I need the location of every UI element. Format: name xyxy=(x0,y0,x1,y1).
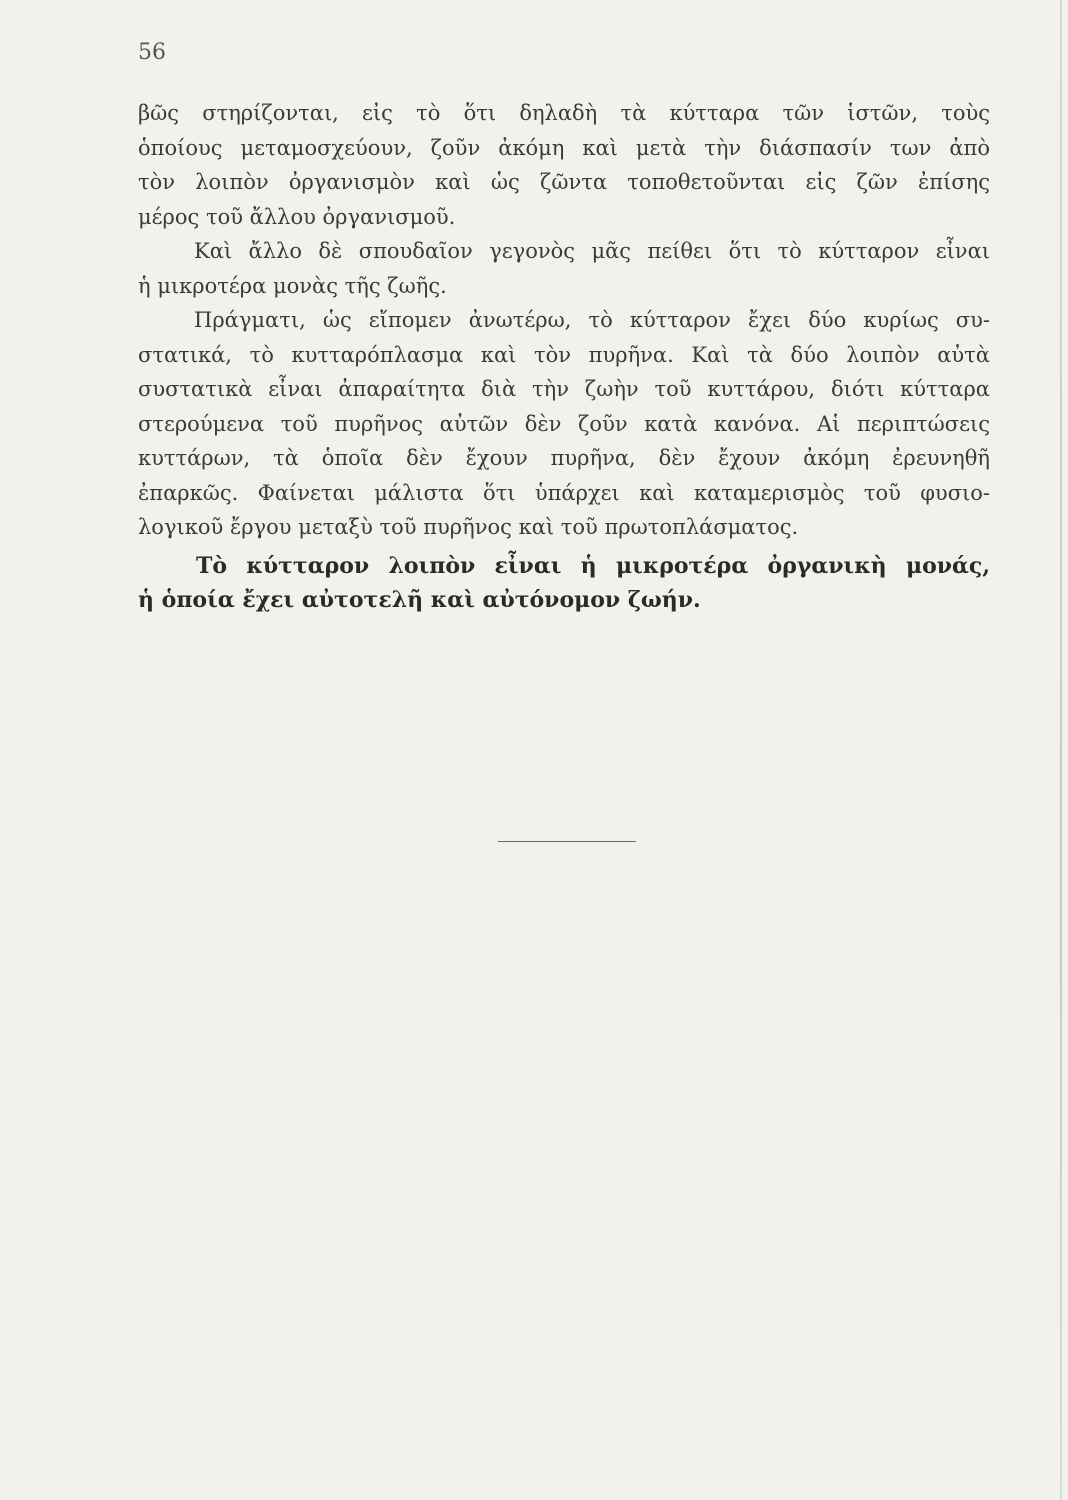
text-line: ὁποίους μεταμοσχεύουν, ζοῦν ἀκόμη καὶ μετὰ τὴν διάσπασίν των ἀπὸ xyxy=(138,135,990,160)
text-line: μέρος τοῦ ἄλλου ὀργανισμοῦ. xyxy=(138,204,456,229)
text-line: κυττάρων, τὰ ὁποῖα δὲν ἔχουν πυρῆνα, δὲν ἔχουν ἀκόμη ἐρευνηθῆ xyxy=(138,446,990,470)
text-line: Πράγματι, ὡς εἴπομεν ἀνωτέρω, τὸ κύτταρον ἔχει δύο κυρίως συ- xyxy=(194,308,990,332)
text-line: στερούμενα τοῦ πυρῆνος αὐτῶν δὲν ζοῦν κατὰ κανόνα. Αἱ περιπτώσεις xyxy=(138,411,990,436)
text-line: συστατικὰ εἶναι ἀπαραίτητα διὰ τὴν ζωὴν τοῦ κυττάρου, διότι κύτταρα xyxy=(138,377,990,401)
section-divider xyxy=(498,841,636,842)
text-line: ἐπαρκῶς. Φαίνεται μάλιστα ὅτι ὑπάρχει καὶ καταμερισμὸς τοῦ φυσιο- xyxy=(138,480,990,505)
conclusion-line: Τὸ κύτταρον λοιπὸν εἶναι ἡ μικροτέρα ὀργανικὴ μονάς, xyxy=(196,552,990,579)
text-line: τὸν λοιπὸν ὀργανισμὸν καὶ ὡς ζῶντα τοποθετοῦνται εἰς ζῶν ἐπίσης xyxy=(138,170,990,194)
page-number: 56 xyxy=(138,40,166,65)
text-line: στατικά, τὸ κυτταρόπλασμα καὶ τὸν πυρῆνα. Καὶ τὰ δύο λοιπὸν αὐτὰ xyxy=(138,342,990,367)
text-line: ἡ μικροτέρα μονὰς τῆς ζωῆς. xyxy=(138,273,447,298)
body-text xyxy=(138,96,990,618)
text-line: λογικοῦ ἔργου μεταξὺ τοῦ πυρῆνος καὶ τοῦ πρωτοπλάσματος. xyxy=(138,515,799,539)
conclusion-line: ἡ ὁποία ἔχει αὐτοτελῆ καὶ αὐτόνομον ζωήν. xyxy=(138,587,701,613)
page-edge-shadow xyxy=(1060,0,1062,1500)
text-line: βῶς στηρίζονται, εἰς τὸ ὅτι δηλαδὴ τὰ κύτταρα τῶν ἱστῶν, τοὺς xyxy=(138,101,990,125)
text-line: Καὶ ἄλλο δὲ σπουδαῖον γεγονὸς μᾶς πείθει ὅτι τὸ κύτταρον εἶναι xyxy=(194,239,990,263)
